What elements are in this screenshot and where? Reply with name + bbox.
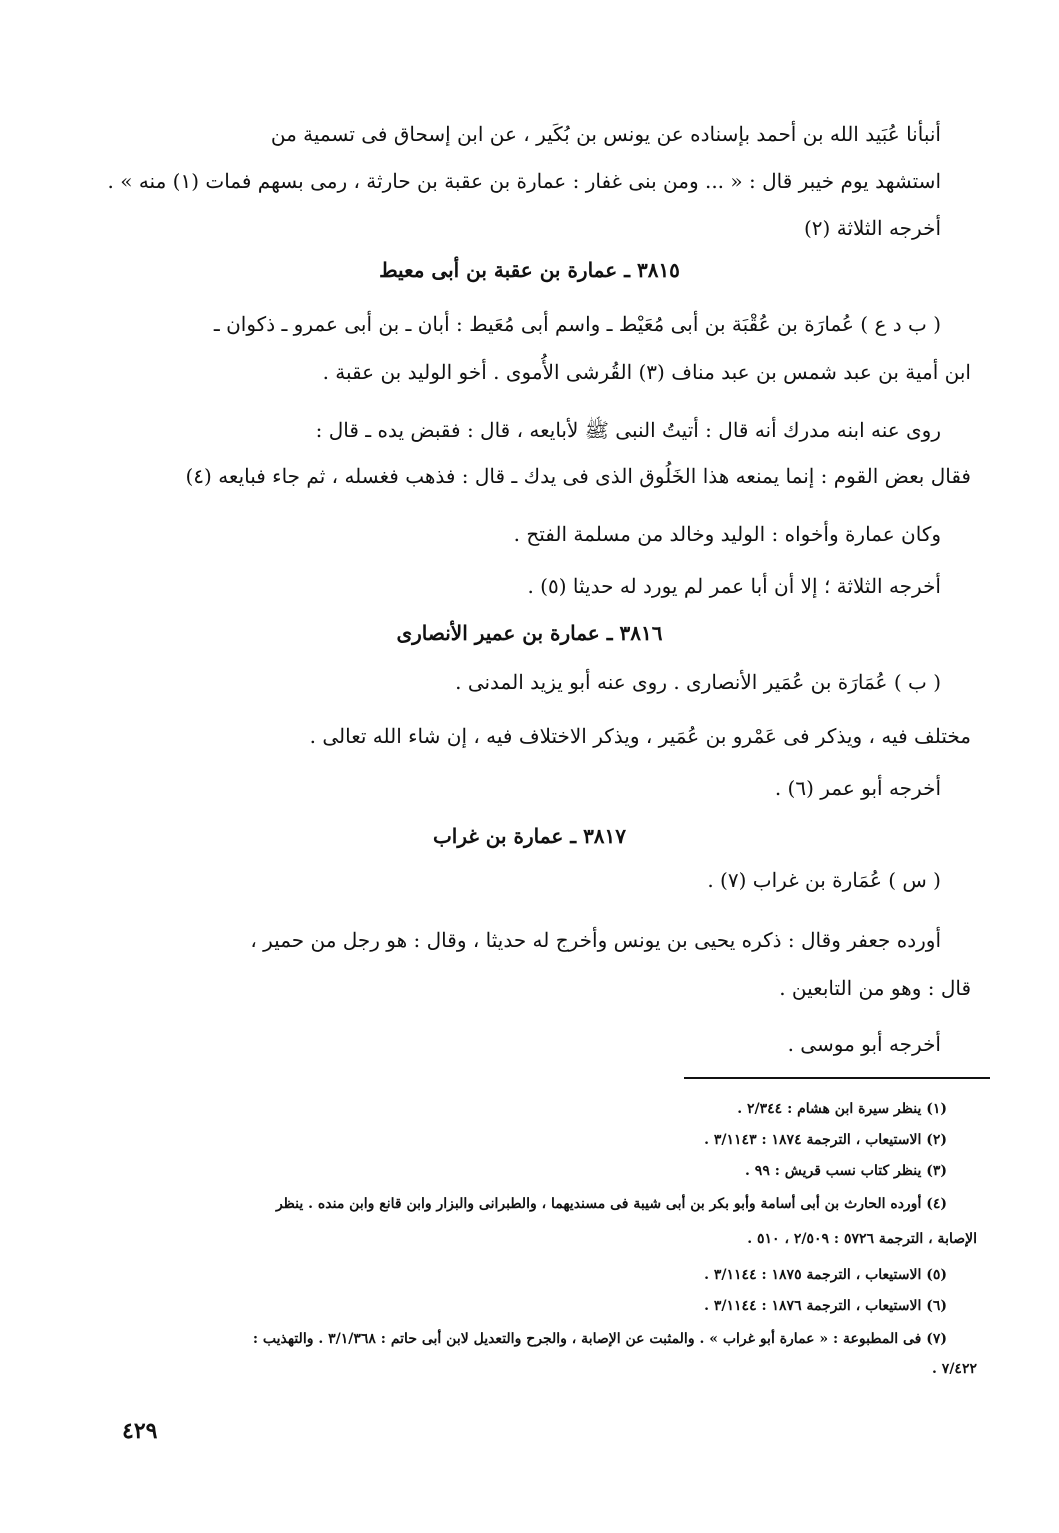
body-line: روى عنه ابنه مدرك أنه قال : أتيتُ النبى ﷺ لأبايعه ، قال : فقبض يده ـ قال : xyxy=(315,418,941,442)
entry-heading-3815: ٣٨١٥ ـ عمارة بن عقبة بن أبى معيط xyxy=(379,258,680,282)
body-line: أخرجه الثلاثة (٢) xyxy=(803,216,941,240)
body-line: أخرجه الثلاثة ؛ إلا أن أبا عمر لم يورد له حديثا (٥) . xyxy=(527,574,941,598)
footnote: (١) ينظر سيرة ابن هشام : ٢/٣٤٤ . xyxy=(737,1101,947,1117)
body-line: أخرجه أبو عمر (٦) . xyxy=(774,776,941,800)
footnote: (٦) الاستيعاب ، الترجمة ١٨٧٦ : ٣/١١٤٤ . xyxy=(704,1298,947,1314)
entry-heading-3817: ٣٨١٧ ـ عمارة بن غراب xyxy=(432,824,627,848)
body-line: ابن أمية بن عبد شمس بن عبد مناف (٣) القُرشى الأُموى . أخو الوليد بن عقبة . xyxy=(322,360,971,384)
footnote: (٢) الاستيعاب ، الترجمة ١٨٧٤ : ٣/١١٤٣ . xyxy=(704,1132,947,1148)
body-line: ( ب ) عُمَارَة بن عُمَير الأنصارى . روى عنه أبو يزيد المدنى . xyxy=(455,670,941,694)
body-line: وكان عمارة وأخواه : الوليد وخالد من مسلمة الفتح . xyxy=(513,522,941,546)
footnote: الإصابة ، الترجمة ٥٧٢٦ : ٢/٥٠٩ ، ٥١٠ . xyxy=(747,1231,977,1247)
body-line: ( س ) عُمَارة بن غراب (٧) . xyxy=(707,868,941,892)
page-number: ٤٢٩ xyxy=(122,1418,158,1444)
footnote: (٧) فى المطبوعة : « عمارة أبو غراب » . والمثبت عن الإصابة ، والجرح والتعديل لابن أبى حاتم : ٣/١/٣٦٨ . والتهذيب : xyxy=(252,1331,947,1347)
body-line: قال : وهو من التابعين . xyxy=(779,976,971,1000)
body-line: استشهد يوم خيبر قال : « ... ومن بنى غفار : عمارة بن عقبة بن حارثة ، رمى بسهم فمات (١) منه » . xyxy=(107,169,941,193)
body-line: فقال بعض القوم : إنما يمنعه هذا الخَلُوق الذى فى يدك ـ قال : فذهب فغسله ، ثم جاء فبايعه (٤) xyxy=(185,464,971,488)
footnote: ٧/٤٢٢ . xyxy=(932,1361,977,1377)
footnote: (٤) أورده الحارث بن أبى أسامة وأبو بكر بن أبى شيبة فى مسنديهما ، والطبرانى والبزار وابن قانع وابن منده . ينظر xyxy=(275,1196,947,1212)
entry-heading-3816: ٣٨١٦ ـ عمارة بن عمير الأنصارى xyxy=(396,621,663,645)
body-line: مختلف فيه ، ويذكر فى عَمْرو بن عُمَير ، ويذكر الاختلاف فيه ، إن شاء الله تعالى . xyxy=(309,724,971,748)
body-line: أنبأنا عُبَيد الله بن أحمد بإسناده عن يونس بن بُكَير ، عن ابن إسحاق فى تسمية من xyxy=(270,122,941,146)
footnote: (٣) ينظر كتاب نسب قريش : ٩٩ . xyxy=(745,1163,947,1179)
body-line: أخرجه أبو موسى . xyxy=(787,1032,941,1056)
footnote-divider xyxy=(684,1077,990,1079)
body-line: ( ب د ع ) عُمارَة بن عُقْبَة بن أبى مُعَيْط ـ واسم أبى مُعَيط : أبان ـ بن أبى عمرو ـ ذكوان ـ xyxy=(213,312,941,336)
footnote: (٥) الاستيعاب ، الترجمة ١٨٧٥ : ٣/١١٤٤ . xyxy=(704,1267,947,1283)
body-line: أورده جعفر وقال : ذكره يحيى بن يونس وأخرج له حديثا ، وقال : هو رجل من حمير ، xyxy=(250,928,941,952)
